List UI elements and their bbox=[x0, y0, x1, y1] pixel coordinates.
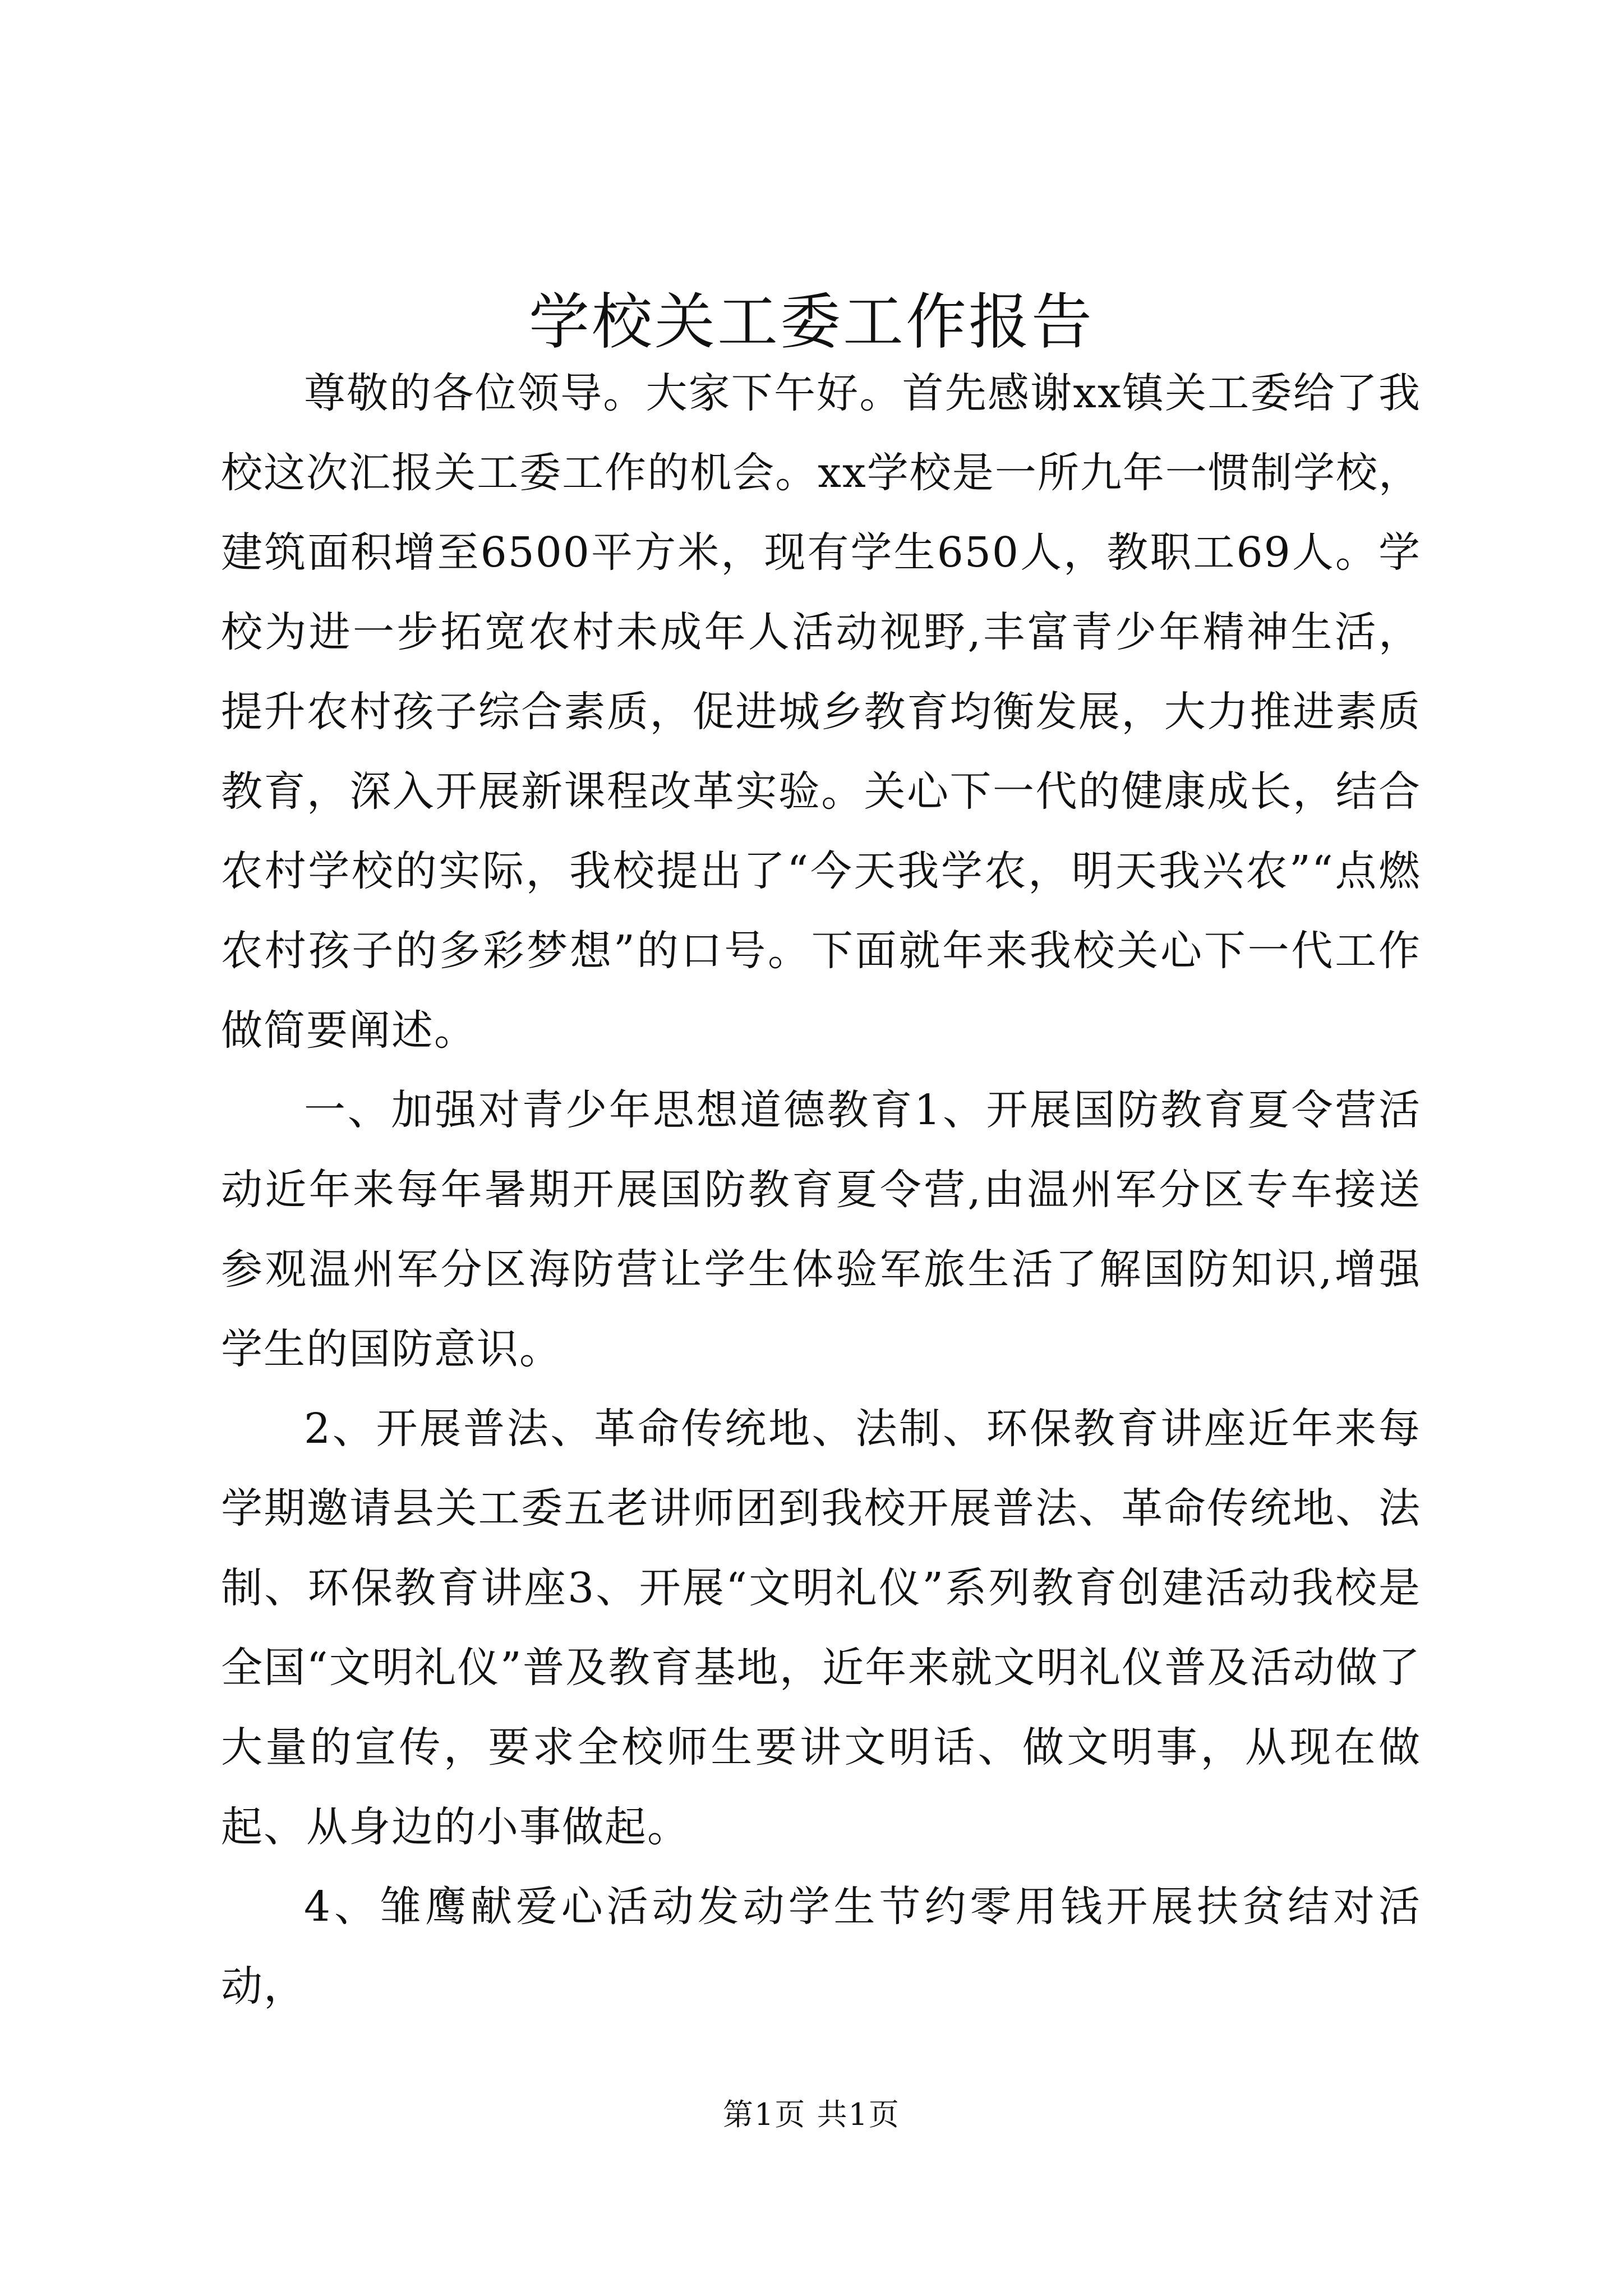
document-title: 学校关工委工作报告 bbox=[528, 287, 1094, 357]
paragraph-intro: 尊敬的各位领导。大家下午好。首先感谢xx镇关工委给了我校这次汇报关工委工作的机会。xx学校是一所九年一惯制学校，建筑面积增至6500平方米，现有学生650人，教职工69人。学校为进一步拓宽农村未成年人活动视野,丰富青少年精神生活，提升农村孩子综合素质，促进城乡教育均衡发展，大力推进素质教育，深入开展新课程改革实验。关心下一代的健康成长，结合农村学校的实际，我校提出了“今天我学农，明天我兴农”“点燃农村孩子的多彩梦想”的口号。下面就年来我校关心下一代工作做简要阐述。 bbox=[221, 369, 1421, 1055]
paragraph-section-4: 4、雏鹰献爱心活动发动学生节约零用钱开展扶贫结对活动， bbox=[221, 1883, 1421, 2010]
document-body bbox=[221, 353, 1421, 2026]
paragraph-section-2: 2、开展普法、革命传统地、法制、环保教育讲座近年来每学期邀请县关工委五老讲师团到我校开展普法、革命传统地、法制、环保教育讲座3、开展“文明礼仪”系列教育创建活动我校是全国“文明礼仪”普及教育基地，近年来就文明礼仪普及活动做了大量的宣传，要求全校师生要讲文明话、做文明事，从现在做起、从身边的小事做起。 bbox=[221, 1405, 1421, 1851]
page-footer: 第1页 共1页 bbox=[723, 2097, 900, 2132]
paragraph-section-1: 一、加强对青少年思想道德教育1、开展国防教育夏令营活动近年来每年暑期开展国防教育夏令营,由温州军分区专车接送参观温州军分区海防营让学生体验军旅生活了解国防知识,增强学生的国防意识。 bbox=[221, 1086, 1421, 1373]
